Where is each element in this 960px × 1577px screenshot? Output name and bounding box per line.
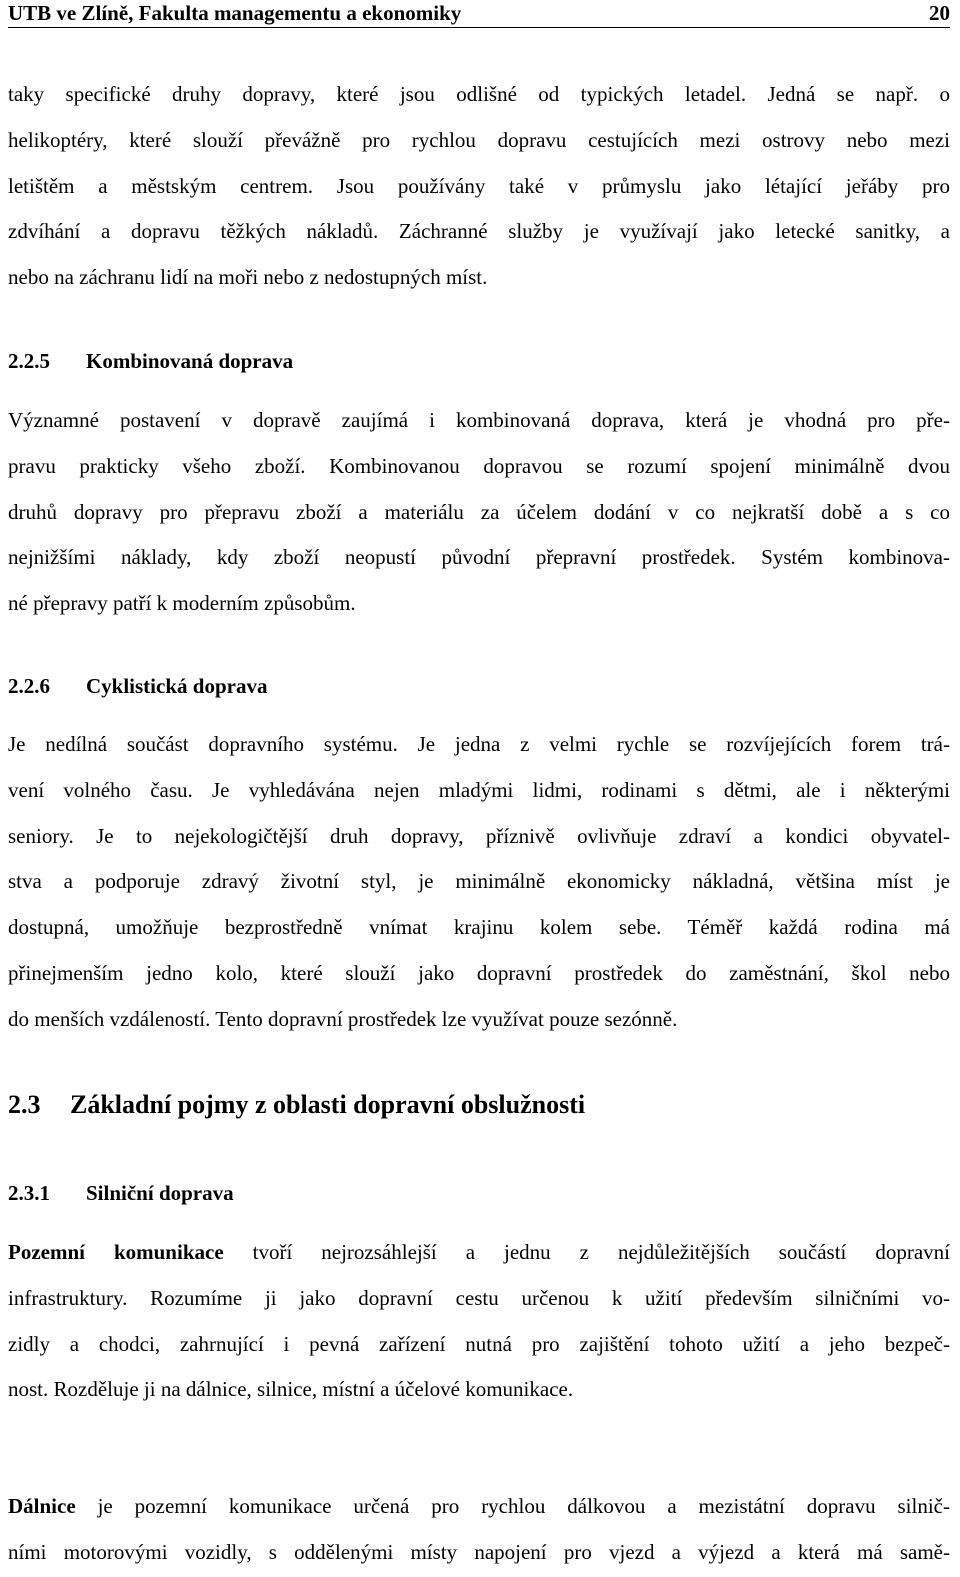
text-line: druhů dopravy pro přepravu zboží a materiálu za účelem dodání v co nejkratší době a s co [8,499,950,524]
section-heading-2-2-6 [8,674,267,699]
text-line: nebo na záchranu lidí na moři nebo z nedostupných míst. [8,265,488,290]
section-title: Silniční doprava [86,1181,234,1205]
document-page [8,0,950,1564]
text-line: pravu prakticky všeho zboží. Kombinovanou dopravou se rozumí spojení minimálně dvou [8,453,950,478]
text-line: nejnižšími náklady, kdy zboží neopustí původní přepravní prostředek. Systém kombinova- [8,545,950,570]
defined-term: Dálnice [8,1494,76,1518]
paragraph-combined-transport [8,398,950,627]
running-header [8,0,950,28]
text-fragment: je pozemní komunikace určená pro rychlou dálkovou a mezistátní dopravu silnič- [75,1494,950,1518]
defined-term: Pozemní komunikace [8,1240,224,1264]
header-title: UTB ve Zlíně, Fakulta managementu a ekonomiky [8,1,462,25]
section-title: Kombinovaná doprava [86,349,294,373]
text-line: ními motorovými vozidly, s oddělenými místy napojení pro vjezd a výjezd a která má samě- [8,1539,950,1564]
page-number: 20 [929,1,950,25]
text-line: nost. Rozděluje ji na dálnice, silnice, místní a účelové komunikace. [8,1377,574,1402]
text-line: infrastruktury. Rozumíme ji jako dopravní cestu určenou k užití především silničními vo- [8,1285,950,1310]
paragraph-motorway [8,1484,950,1576]
paragraph-helicopters [8,72,950,301]
text-line: né přepravy patří k moderním způsobům. [8,591,356,616]
section-heading-2-3-1 [8,1181,234,1206]
text-line: stva a podporuje zdravý životní styl, je minimálně ekonomicky nákladná, většina míst je [8,869,950,894]
section-title: Základní pojmy z oblasti dopravní obslužnosti [70,1090,586,1119]
text-line: helikoptéry, které slouží převážně pro rychlou dopravu cestujících mezi ostrovy nebo mezi [8,127,950,152]
text-line: Je nedílná součást dopravního systému. Je jedna z velmi rychle se rozvíjejících forem trá- [8,732,950,756]
section-heading-2-2-5 [8,349,293,374]
section-heading-2-3 [8,1090,585,1120]
text-line [8,1484,950,1530]
text-line: dostupná, umožňuje bezprostředně vnímat krajinu kolem sebe. Téměř každá rodina má [8,915,950,940]
section-number: 2.2.5 [8,349,50,373]
text-line: zidly a chodci, zahrnující i pevná zařízení nutná pro zajištění tohoto užití a jeho bezpeč- [8,1331,950,1356]
text-line: vení volného času. Je vyhledávána nejen mladými lidmi, rodinami s dětmi, ale i některými [8,777,950,802]
text-line: Významné postavení v dopravě zaujímá i kombinovaná doprava, která je vhodná pro pře- [8,408,950,432]
text-line: seniory. Je to nejekologičtější druh dopravy, příznivě ovlivňuje zdraví a kondici obyvatel- [8,823,950,848]
text-fragment: tvoří nejrozsáhlejší a jednu z nejdůležitějších součástí dopravní [223,1240,950,1264]
text-line: přinejmenším jedno kolo, které slouží jako dopravní prostředek do zaměstnání, škol nebo [8,960,950,985]
text-line: letištěm a městským centrem. Jsou používány také v průmyslu jako létající jeřáby pro [8,173,950,198]
paragraph-cycling [8,722,950,1043]
section-number: 2.2.6 [8,674,50,698]
section-title: Cyklistická doprava [86,674,268,698]
text-line: taky specifické druhy dopravy, které jsou odlišné od typických letadel. Jedná se např. o [8,82,950,106]
paragraph-road-infrastructure [8,1230,950,1413]
text-line: do menších vzdáleností. Tento dopravní prostředek lze využívat pouze sezónně. [8,1006,678,1031]
text-line [8,1230,950,1276]
text-line: zdvíhání a dopravu těžkých nákladů. Záchranné služby je využívají jako letecké sanitky, a [8,219,950,244]
section-number: 2.3 [8,1090,41,1119]
section-number: 2.3.1 [8,1181,50,1205]
